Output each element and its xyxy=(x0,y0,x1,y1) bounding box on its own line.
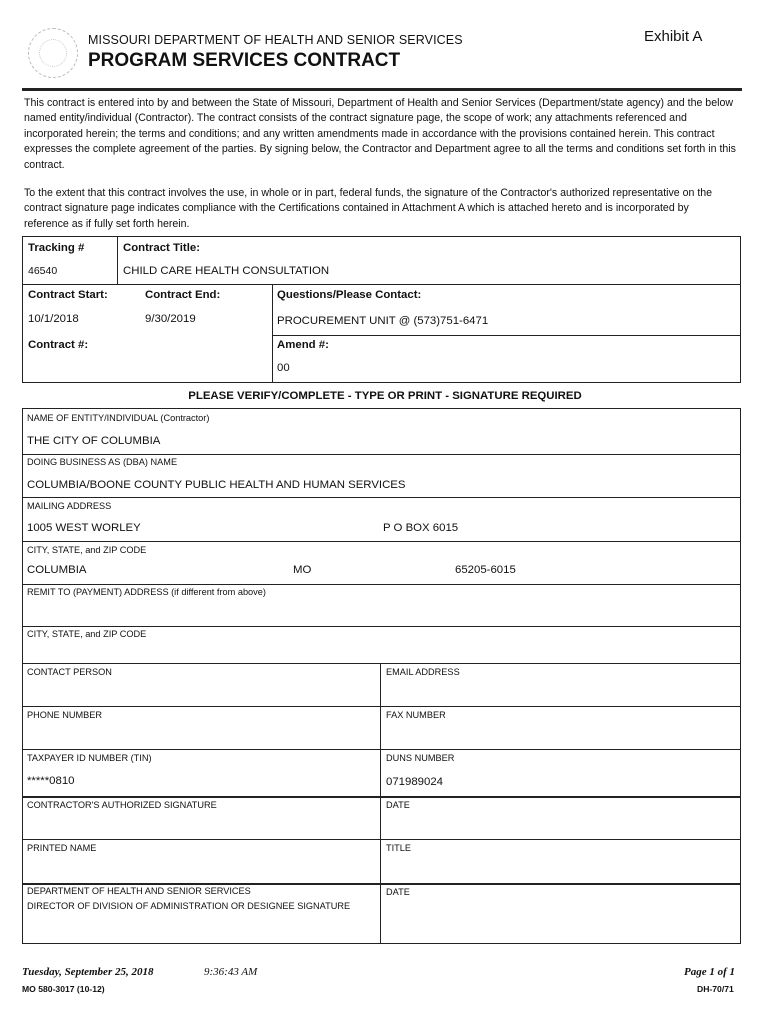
amend-label: Amend #: xyxy=(277,339,329,351)
contractor-signature-label: CONTRACTOR'S AUTHORIZED SIGNATURE xyxy=(27,800,217,810)
tin-label: TAXPAYER ID NUMBER (TIN) xyxy=(27,753,152,763)
contractor-name-label: NAME OF ENTITY/INDIVIDUAL (Contractor) xyxy=(27,413,210,423)
email-address-label: EMAIL ADDRESS xyxy=(386,667,460,677)
amend-value: 00 xyxy=(277,362,290,374)
city-value[interactable]: COLUMBIA xyxy=(27,564,87,576)
duns-number-label: DUNS NUMBER xyxy=(386,753,455,763)
tin-value[interactable]: *****0810 xyxy=(27,775,75,787)
dba-label: DOING BUSINESS AS (DBA) NAME xyxy=(27,457,178,467)
questions-value: PROCUREMENT UNIT @ (573)751-6471 xyxy=(277,315,489,327)
footer-date: Tuesday, September 25, 2018 xyxy=(22,966,154,978)
mailing-street-value[interactable]: 1005 WEST WORLEY xyxy=(27,522,141,534)
intro-paragraph-2: To the extent that this contract involves the use, in whole or in part, federal funds, the signature of the Contractor's authorized representative on the contract signature page indicates compliance with the Certifications contained in Attachment A which is attached hereto and is incorporated by reference as if fully set forth herein. xyxy=(24,187,713,230)
contractor-info-table xyxy=(22,408,741,944)
department-name: MISSOURI DEPARTMENT OF HEALTH AND SENIOR SERVICES xyxy=(88,33,463,47)
contract-end-label: Contract End: xyxy=(145,289,221,301)
department-date-label: DATE xyxy=(386,887,410,897)
phone-number-label: PHONE NUMBER xyxy=(27,710,103,720)
form-number: MO 580-3017 (10-12) xyxy=(22,984,105,994)
remit-address-label: REMIT TO (PAYMENT) ADDRESS (if different from above) xyxy=(27,587,266,597)
dh-code: DH-70/71 xyxy=(697,984,734,994)
contract-number-label: Contract #: xyxy=(28,339,89,351)
page-title: PROGRAM SERVICES CONTRACT xyxy=(88,50,401,71)
contract-start-label: Contract Start: xyxy=(28,289,108,301)
state-seal-icon xyxy=(28,28,78,78)
department-signature-label-1: DEPARTMENT OF HEALTH AND SENIOR SERVICES xyxy=(27,886,251,896)
remit-city-state-zip-label: CITY, STATE, and ZIP CODE xyxy=(27,629,147,639)
questions-label: Questions/Please Contact: xyxy=(277,289,422,301)
header-divider xyxy=(22,88,742,91)
intro-paragraph-1: This contract is entered into by and between the State of Missouri, Department of Health and Senior Services (Department/state agency) and the below named entity/individual (Contractor). The contract consists of the contract signature page, the scope of work; any attachments referenced and incorporated herein; the terms and conditions; and any written amendments made in accordance with the provisions contained herein. This contract expresses the complete agreement of the parties. By signing below, the Contractor and Department agree to all the terms and conditions set forth in this contract. xyxy=(24,97,736,171)
department-signature-label-2: DIRECTOR OF DIVISION OF ADMINISTRATION OR DESIGNEE SIGNATURE xyxy=(27,901,351,911)
contract-title-label: Contract Title: xyxy=(123,242,200,254)
contract-info-table xyxy=(22,236,741,383)
section-title: PLEASE VERIFY/COMPLETE - TYPE OR PRINT - SIGNATURE REQUIRED xyxy=(188,390,582,402)
contractor-date-label: DATE xyxy=(386,800,410,810)
state-value[interactable]: MO xyxy=(293,564,312,576)
city-state-zip-label: CITY, STATE, and ZIP CODE xyxy=(27,545,147,555)
fax-number-label: FAX NUMBER xyxy=(386,710,446,720)
title-label: TITLE xyxy=(386,843,412,853)
exhibit-label: Exhibit A xyxy=(644,28,703,45)
contract-start-value: 10/1/2018 xyxy=(28,313,79,325)
dba-value[interactable]: COLUMBIA/BOONE COUNTY PUBLIC HEALTH AND HUMAN SERVICES xyxy=(27,479,406,491)
printed-name-label: PRINTED NAME xyxy=(27,843,97,853)
duns-number-value[interactable]: 071989024 xyxy=(386,776,444,788)
tracking-value: 46540 xyxy=(28,265,58,277)
footer-time: 9:36:43 AM xyxy=(204,966,258,978)
tracking-label: Tracking # xyxy=(28,242,85,254)
contract-end-value: 9/30/2019 xyxy=(145,313,196,325)
contract-title-value: CHILD CARE HEALTH CONSULTATION xyxy=(123,265,330,277)
page-number: Page 1 of 1 xyxy=(684,966,736,978)
mailing-address-label: MAILING ADDRESS xyxy=(27,501,112,511)
contact-person-label: CONTACT PERSON xyxy=(27,667,112,677)
mailing-pobox-value[interactable]: P O BOX 6015 xyxy=(383,522,459,534)
zip-value[interactable]: 65205-6015 xyxy=(455,564,516,576)
contractor-name-value[interactable]: THE CITY OF COLUMBIA xyxy=(27,435,161,447)
